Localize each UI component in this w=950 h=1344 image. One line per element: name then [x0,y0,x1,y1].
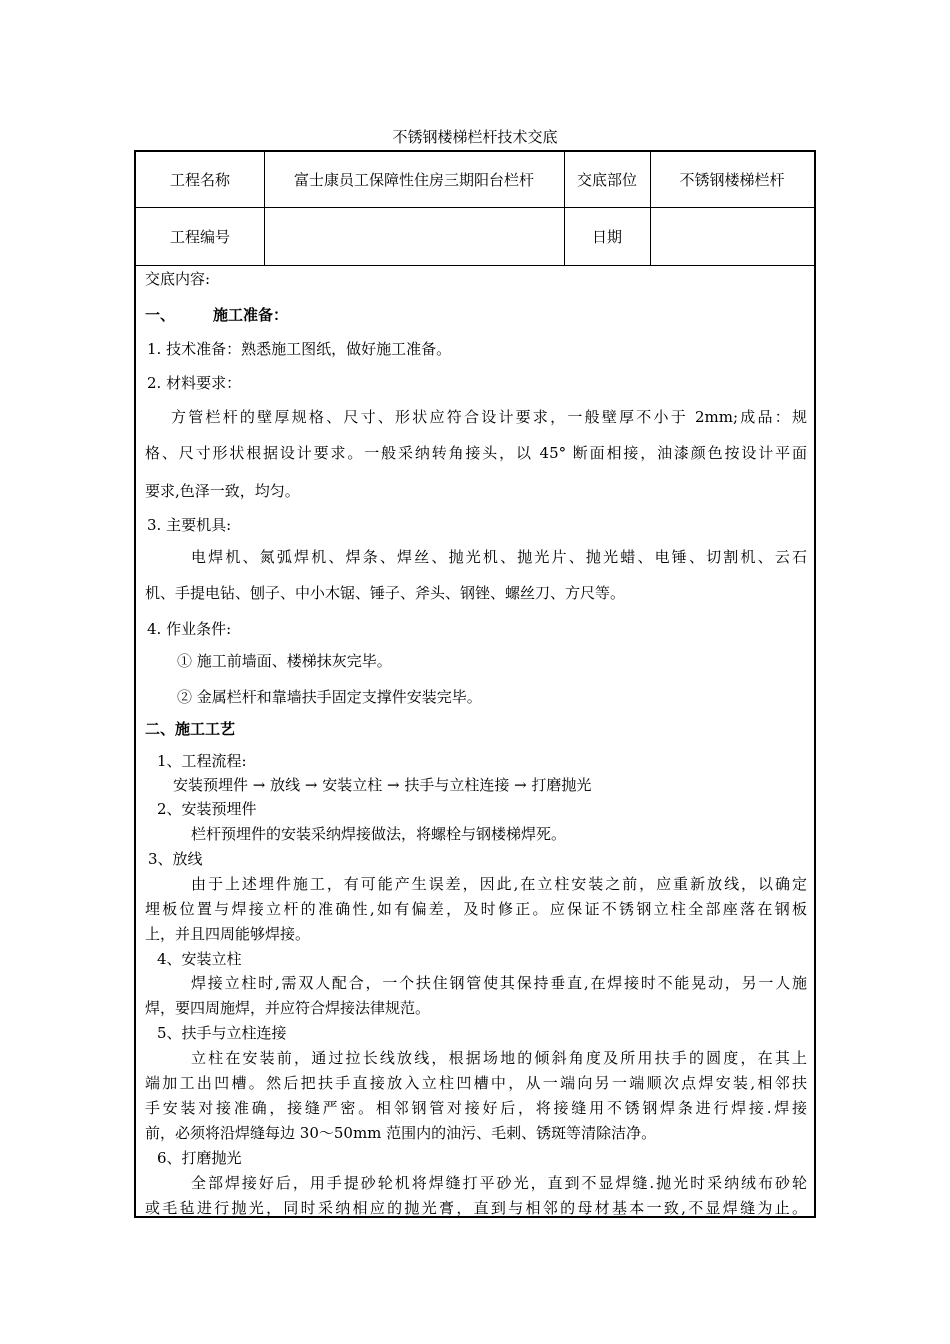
content-intro: 交底内容: [145,270,211,288]
section-2-title: 二、施工工艺 [145,720,236,738]
project-number-label: 工程编号 [136,207,265,265]
location-value: 不锈钢楼梯栏杆 [679,171,785,189]
step-5-title: 5、扶手与立柱连接 [157,1024,287,1042]
disclosure-form [134,150,816,1218]
step-5-line-1: 立柱在安装前，通过拉长线放线，根据场地的倾斜角度及所用扶手的圆度，在其上 [191,1049,807,1067]
condition-2: ② 金属栏杆和靠墙扶手固定支撑件安装完毕。 [177,688,482,706]
step-1-flow: 安装预埋件 → 放线 → 安装立柱 → 扶手与立柱连接 → 打磨抛光 [173,776,592,794]
step-6-title: 6、打磨抛光 [157,1149,242,1167]
date-value [650,207,814,265]
project-number-value [264,207,565,265]
step-6-line-2: 或毛毡进行抛光，同时采纳相应的抛光膏，直到与相邻的母材基本一致,不显焊缝为止。 [145,1199,807,1217]
step-2-text: 栏杆预埋件的安装采纳焊接做法，将螺栓与钢楼梯焊死。 [191,825,567,843]
step-4-line-1: 焊接立柱时,需双人配合，一个扶住钢管使其保持垂直,在焊接时不能晃动，另一人施 [191,974,807,992]
step-5-line-2: 端加工出凹槽。然后把扶手直接放入立柱凹槽中，从一端向另一端顺次点焊安装,相邻扶 [145,1074,807,1092]
item-4-conditions: 4. 作业条件: [147,620,232,638]
project-name-value: 富士康员工保障性住房三期阳台栏杆 [264,152,565,207]
step-3-title: 3、放线 [148,850,203,868]
materials-line-2: 格、尺寸形状根据设计要求。一般采纳转角接头，以 45° 断面相接，油漆颜色按设计平面 [145,444,807,462]
header-row-1 [136,152,814,208]
step-1-title: 1、工程流程: [157,752,247,770]
step-3-line-2: 埋板位置与焊接立杆的准确性,如有偏差，及时修正。应保证不锈钢立柱全部座落在钢板 [145,900,807,918]
item-2-materials: 2. 材料要求： [147,374,242,392]
date-label: 日期 [564,207,651,265]
step-4-title: 4、安装立柱 [157,950,242,968]
item-1-technical-prep: 1. 技术准备：熟悉施工图纸，做好施工准备。 [147,340,452,358]
document-title: 不锈钢楼梯栏杆技术交底 [392,128,558,146]
location-label: 交底部位 [564,152,651,207]
step-3-line-1: 由于上述埋件施工，有可能产生误差，因此,在立柱安装之前，应重新放线，以确定 [191,875,807,893]
section-1-title: 施工准备： [213,306,289,324]
tools-line-2: 机、手提电钻、刨子、中小木锯、锤子、斧头、钢锉、螺丝刀、方尺等。 [145,584,626,602]
step-5-line-4: 前，必须将沿焊缝每边 30～50mm 范围内的油污、毛刺、锈斑等清除洁净。 [145,1124,657,1142]
step-2-title: 2、安装预埋件 [157,800,257,818]
step-5-line-3: 手安装对接准确，接缝严密。相邻钢管对接好后，将接缝用不锈钢焊条进行焊接.焊接 [145,1099,807,1117]
step-4-line-2: 焊，要四周施焊，并应符合焊接法律规范。 [145,999,431,1017]
item-3-tools: 3. 主要机具: [147,516,232,534]
step-6-line-1: 全部焊接好后，用手提砂轮机将焊缝打平砂光，直到不显焊缝.抛光时采纳绒布砂轮 [191,1174,807,1192]
tools-line-1: 电焊机、氮弧焊机、焊条、焊丝、抛光机、抛光片、抛光蜡、电锤、切割机、云石 [191,548,807,566]
materials-line-3: 要求,色泽一致，均匀。 [145,482,300,500]
step-3-line-3: 上，并且四周能够焊接。 [145,925,311,943]
header-row-2 [136,207,814,266]
section-1-number: 一、 [145,306,176,324]
materials-line-1: 方管栏杆的壁厚规格、尺寸、形状应符合设计要求，一般壁厚不小于 2mm;成品：规 [171,408,807,426]
condition-1: ① 施工前墙面、楼梯抹灰完毕。 [177,652,392,670]
project-name-label: 工程名称 [136,152,265,207]
